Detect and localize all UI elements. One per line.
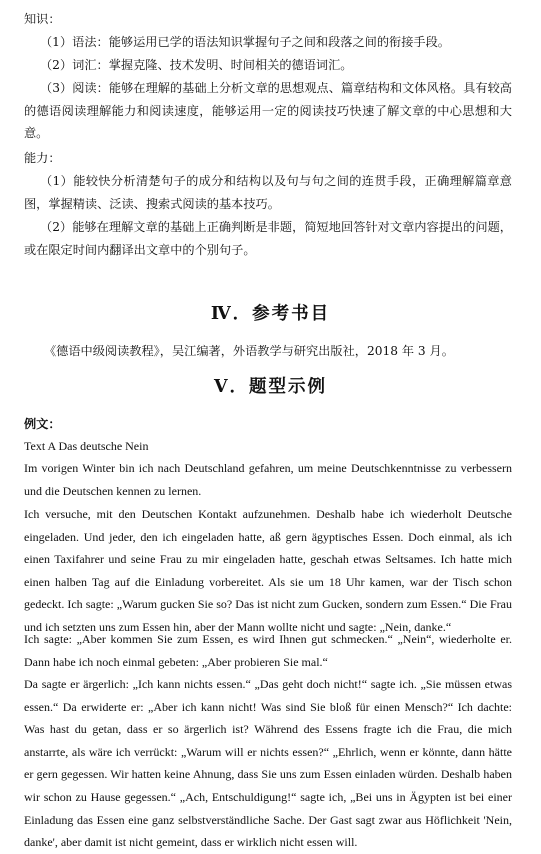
knowledge-item-vocabulary: （2）词汇：掌握克隆、技术发明、时间相关的德语词汇。 <box>40 58 353 72</box>
section-title-examples: Ⅴ．题型示例 <box>213 377 328 397</box>
knowledge-item-reading: （3）阅读：能够在理解的基础上分析文章的思想观点、篇章结构和文体风格。具有较高的德语阅读理解能力和阅读速度，能够运用一定的阅读技巧快速了解文章的中心思想和大意。 <box>24 81 512 141</box>
knowledge-label: 知识： <box>24 12 61 26</box>
example-text-title: Text A Das deutsche Nein <box>24 439 149 453</box>
example-paragraph-3: Ich sagte: „Aber kommen Sie zum Essen, es wird Ihnen gut schmecken.“ „Nein“, wiederholte er. Dann habe ich noch einmal gebeten: „Aber probieren Sie mal.“ <box>24 632 512 669</box>
knowledge-item-grammar: （1）语法：能够运用已学的语法知识掌握句子之间和段落之间的衔接手段。 <box>40 35 450 49</box>
ability-label: 能力： <box>24 151 61 165</box>
example-label: 例文： <box>24 417 61 431</box>
ability-item-comprehension: （2）能够在理解文章的基础上正确判断是非题，简短地回答针对文章内容提出的问题，或在限定时间内翻译出文章中的个别句子。 <box>24 220 512 257</box>
example-paragraph-2: Ich versuche, mit den Deutschen Kontakt aufzunehmen. Deshalb habe ich wiederholt Deutsche eingeladen. Und jeder, den ich eingeladen hatte, aß gern ägyptisches Essen. Doch einmal, als ich einen Taxifahrer und seine Frau zu mir eingeladen hatte, geschah etwas Seltsames. Ich hatte mich einen halben Tag auf die Einladung vorbereitet. Als sie um 18 Uhr kamen, war der Tisch schon gedeckt. Ich sagte: „Warum gucken Sie so? Das ist nicht zum Gucken, sondern zum Essen.“ Die Frau und ich setzten uns zum Essen hin, aber der Mann wollte nicht und sagte: „Nein, danke.“ <box>24 507 512 634</box>
example-paragraph-4: Da sagte er ärgerlich: „Ich kann nichts essen.“ „Das geht doch nicht!“ sagte ich. „Sie müssen etwas essen.“ Da erwiderte er: „Aber ich kann nicht! Was sind Sie bloß für einen Mensch?“ Ich dachte: Was hast du getan, dass er so ärgerlich ist? Während des Essens fragte ich die Frau, die mich anstarrte, als wäre ich verrückt: „Warum will er nichts essen?“ „Ehrlich, wenn er könnte, dann hätte er gern gegessen. Wir hatten keine Ahnung, dass Sie uns zum Essen einladen würden. Deshalb haben wir schon zu Hause gegessen.“ „Ach, Entschuldigung!“ sagte ich, „Bei uns in Ägypten ist bei einer Einladung das Essen eine ganz selbstverständliche Sache. Der Gast sagt zwar aus Höflichkeit 'Nein, danke', aber damit ist nicht gemeint, dass er wirklich nicht essen will. <box>24 677 512 850</box>
example-paragraph-1: Im vorigen Winter bin ich nach Deutschland gefahren, um meine Deutschkenntnisse zu verbessern und die Deutschen kennen zu lernen. <box>24 461 512 498</box>
ability-item-analysis: （1）能较快分析清楚句子的成分和结构以及句与句之间的连贯手段，正确理解篇章意图，掌握精读、泛读、搜索式阅读的基本技巧。 <box>24 174 512 211</box>
reference-entry: 《德语中级阅读教程》，吴江编著，外语教学与研究出版社，2018 年 3 月。 <box>44 344 454 358</box>
section-title-references: Ⅳ．参考书目 <box>210 304 331 324</box>
